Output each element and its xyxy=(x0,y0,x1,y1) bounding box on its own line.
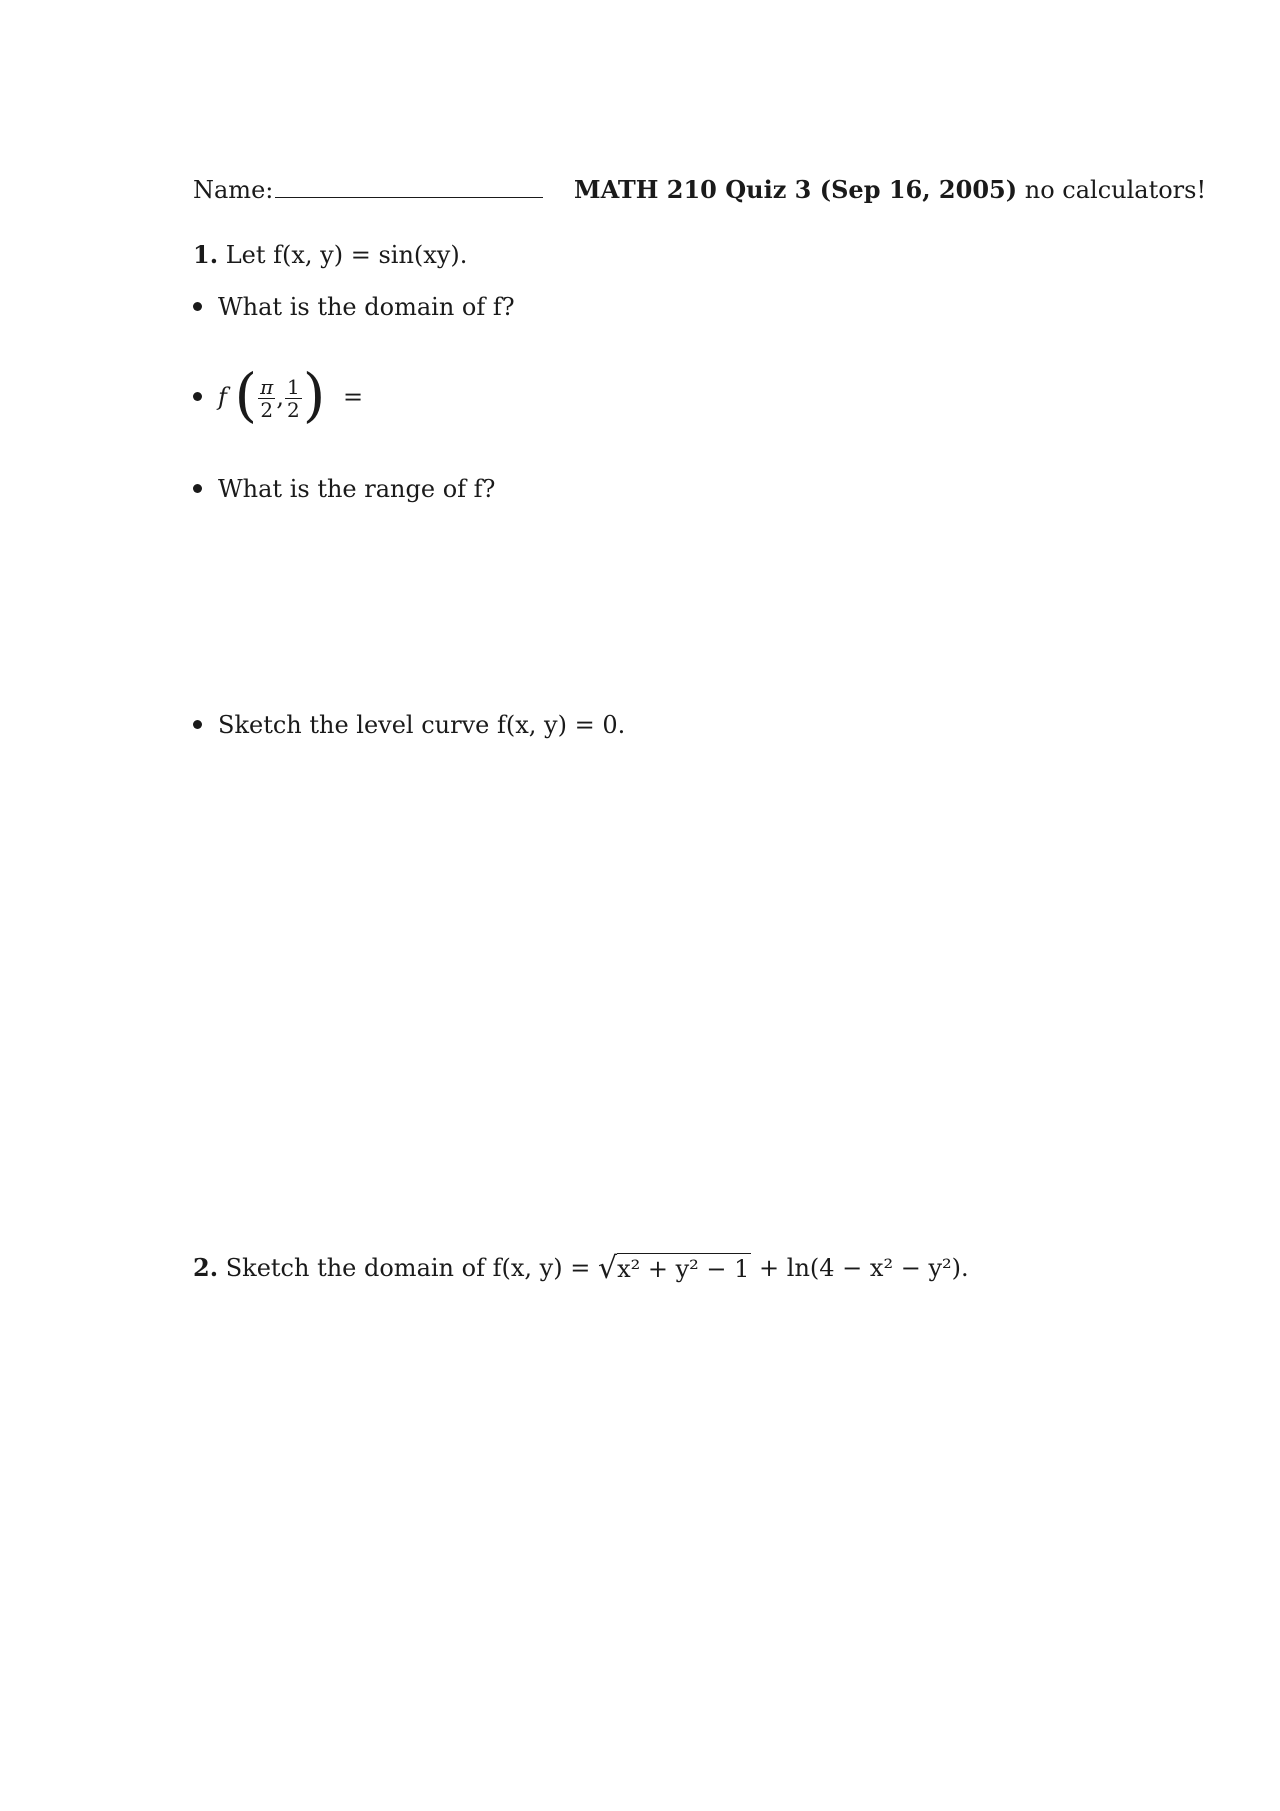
q2-prefix: Sketch the domain of f(x, y) = xyxy=(225,1254,591,1282)
comma-separator: , xyxy=(276,383,284,411)
q2-number: 2. xyxy=(193,1253,219,1282)
bullet-icon xyxy=(193,302,202,311)
radicand: x² + y² − 1 xyxy=(617,1255,750,1283)
bullet-icon xyxy=(193,484,202,493)
left-paren: ( xyxy=(234,360,258,429)
bullet-icon xyxy=(193,720,202,729)
q2-suffix: + ln(4 − x² − y²). xyxy=(759,1254,969,1282)
quiz-title: MATH 210 Quiz 3 (Sep 16, 2005) xyxy=(574,175,1018,204)
q1-number: 1. xyxy=(193,240,219,269)
fraction-numerator: π xyxy=(260,375,274,399)
q1-range-text: What is the range of f? xyxy=(218,475,496,503)
fraction-denominator: 2 xyxy=(286,398,300,422)
fraction-1-over-2 xyxy=(285,376,302,421)
radical-sign: √ xyxy=(597,1251,618,1286)
q1-bullet-eval xyxy=(193,362,363,432)
q1-bullet-domain xyxy=(193,292,515,322)
q2-line xyxy=(193,1251,969,1286)
fraction-pi-over-2 xyxy=(258,376,275,421)
q1-level-curve-text: Sketch the level curve f(x, y) = 0. xyxy=(218,711,626,739)
name-field xyxy=(193,175,543,205)
q1-intro-line xyxy=(193,240,467,270)
right-paren: ) xyxy=(302,360,326,429)
fraction-numerator: 1 xyxy=(286,375,300,399)
fraction-denominator: 2 xyxy=(260,398,274,422)
name-blank-line[interactable] xyxy=(275,175,543,198)
eval-equals: = xyxy=(342,383,364,411)
name-label: Name: xyxy=(193,176,274,204)
bullet-icon xyxy=(193,392,202,401)
q1-intro: Let f(x, y) = sin(xy). xyxy=(225,241,468,269)
quiz-header xyxy=(574,175,1206,205)
square-root xyxy=(597,1251,751,1286)
q1-bullet-level-curve xyxy=(193,710,625,740)
q1-bullet-range xyxy=(193,474,495,504)
quiz-note: no calculators! xyxy=(1024,176,1207,204)
q1-domain-text: What is the domain of f? xyxy=(218,293,515,321)
eval-function: f xyxy=(218,383,227,411)
